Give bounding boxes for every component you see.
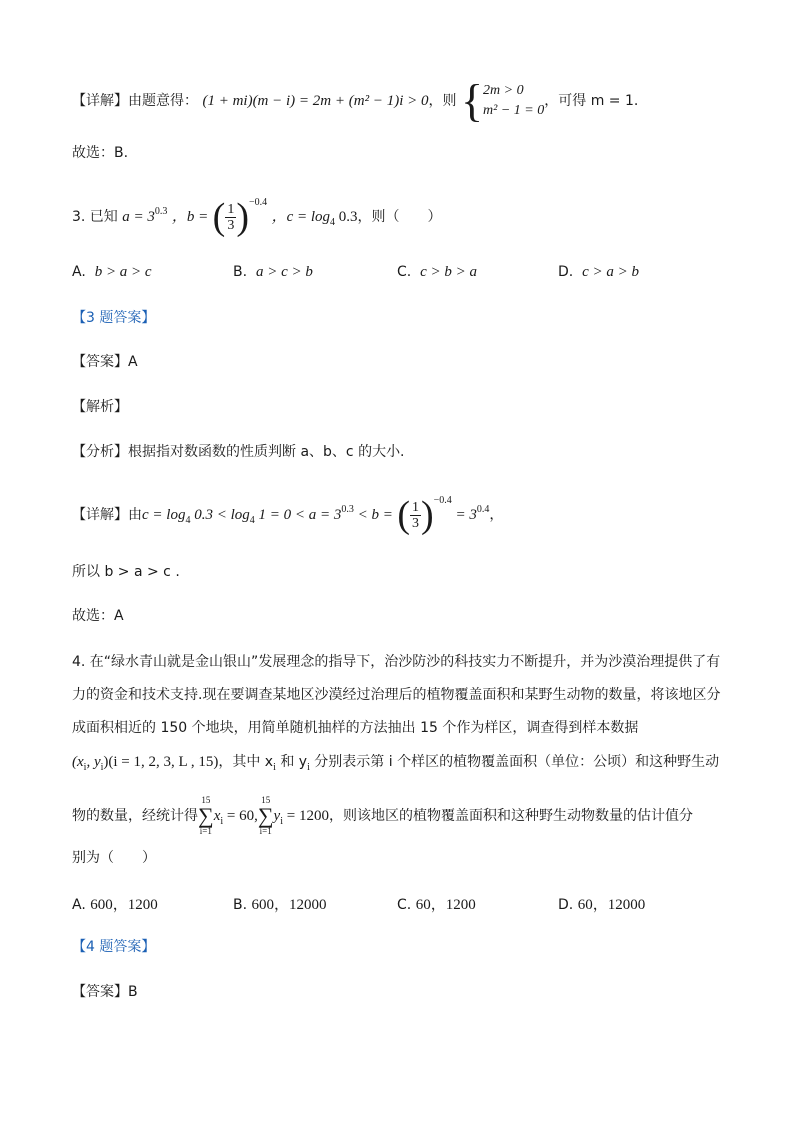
q3-fenxi-line [72,442,405,462]
left-paren: ( [212,196,226,238]
option-label: D. [558,897,574,913]
line4-rest: ，其中 x [218,754,274,770]
detail-conclusion: ，可得 m = 1. [544,93,639,109]
option-label: B. [233,264,248,280]
option-label: A. [72,264,86,280]
q3-a-exp: 0.3 [154,206,168,217]
sum-symbol-2: 15 ∑ i=1 [257,795,274,836]
detail-text: 由题意得： [128,93,198,109]
detail-then: ，则 [428,93,457,109]
detail-mid-2: 1 = 0 < a = 3 [254,507,342,523]
q3-option-b [233,264,313,281]
q4-answer-header: 【4 题答案】 [72,939,156,955]
q3-a-def: a = 3 [122,209,155,225]
detail-mid-3: < b = [353,507,393,523]
line4-rest-3: 分别表示第 i 个样区的植物覆盖面积（单位：公顷）和这种野生动 [309,754,720,770]
frac-den: 3 [227,217,235,233]
q3-c-val: 0.3 [335,209,358,225]
q4-line-1: 4. 在“绿水青山就是金山银山”发展理念的指导下，治沙防沙的科技实力不断提升，并为沙漠治理提供了有 [72,654,721,670]
detail-line-q2 [72,75,639,126]
q3-b-def: ，b = [171,209,209,225]
fenxi-text: 根据指对数函数的性质判断 a、b、c 的大小. [128,444,405,460]
q3-answer-header: 【3 题答案】 [72,310,156,326]
q3-option-d [558,264,639,281]
option-label: C. [397,897,412,913]
sum2-val: = 1200 [283,808,329,824]
option-label: A. [72,897,86,913]
right-paren: ) [420,494,434,536]
sum-bot: i=1 [199,826,212,836]
detail-tag: 【详解】 [72,507,128,523]
q3-analysis-header: 【解析】 [72,399,128,415]
q3-c-base: 4 [330,217,336,228]
frac-num: 1 [411,499,419,515]
sum1-val: = 60, [223,808,258,824]
detail-mid-4: = 3 [451,507,477,523]
option-label: C. [397,264,412,280]
q3-detail-line [72,496,503,534]
pair-end: )(i = 1, 2, 3, L , 15) [103,754,219,770]
line5-post: ，则该地区的植物覆盖面积和这种野生动物数量的估计值分 [328,808,693,824]
sum-top: 15 [201,795,211,805]
option-text: c > a > b [582,264,640,280]
q3-choose-line: 故选：A [72,608,124,624]
pair-mid: , y [86,754,101,770]
yi-sub: i [307,762,310,773]
detail-exp-3: 0.4 [476,504,490,515]
left-paren: ( [397,494,410,536]
sum2-expr: y [273,808,281,824]
sum-symbol-1: 15 ∑ i=1 [198,795,214,836]
option-text: c > b > a [420,264,478,280]
q4-option-c [397,893,476,914]
answer-tag: 【答案】 [72,984,128,1000]
detail-prefix: 由 [128,507,142,523]
option-text: 60，1200 [415,897,476,913]
q4-line-2: 力的资金和技术支持.现在要调查某地区沙漠经过治理后的植物覆盖面积和某野生动物的数量，将该地区分 [72,687,721,703]
pair-open: (x [72,754,84,770]
detail-equation: (1 + mi)(m − i) = 2m + (m² − 1)i > 0 [202,93,429,109]
q4-line-3: 成面积相近的 150 个地块，用简单随机抽样的方法抽出 15 个作为样区，调查得到样本数据 [72,720,639,736]
option-text: 600，12000 [251,897,327,913]
system-brace: { [460,75,484,126]
detail-base-2: 4 [249,515,255,526]
frac-num: 1 [227,201,235,217]
q3-prefix: 3. 已知 [72,209,118,225]
q3-suffix: ，则（ ） [357,209,442,225]
q4-option-b [233,893,327,914]
detail-end: ， [489,507,504,523]
q4-line-4 [72,752,719,774]
q4-option-d [558,893,645,914]
option-text: b > a > c [94,264,152,280]
line4-rest-2: 和 y [275,754,308,770]
q3-b-exp: −0.4 [248,197,268,208]
q3-so-line: 所以 b > a > c . [72,564,180,580]
q4-answer-line [72,982,138,1002]
detail-expr: c = log [142,507,186,523]
sum2-sub: i [280,816,283,827]
equation-system [483,81,544,121]
q3-option-a [72,264,152,281]
fraction-one-third [410,500,421,531]
answer-value: B [128,984,138,1000]
detail-mid-1: 0.3 < log [190,507,250,523]
option-text: 600，1200 [90,897,158,913]
q4-option-a [72,893,158,914]
frac-den: 3 [411,515,419,531]
fraction-one-third [225,202,236,233]
choose-line-q2: 故选：B. [72,145,129,161]
xi-sub: i [273,762,276,773]
fenxi-tag: 【分析】 [72,444,128,460]
pair-sub-2: i [100,762,104,773]
answer-value: A [128,354,138,370]
q4-line-6: 别为（ ） [72,850,156,866]
detail-exp-1: 0.3 [341,504,354,515]
sum-top: 15 [261,795,271,805]
system-line-1: 2m > 0 [483,83,524,98]
sum-bot: i=1 [259,826,272,836]
sum1-sub: i [220,816,224,827]
option-label: B. [233,897,248,913]
system-line-2: m² − 1 = 0 [483,103,545,118]
pair-sub-1: i [83,762,87,773]
right-paren: ) [236,196,249,238]
q4-line-5 [72,795,693,837]
line5-pre: 物的数量，经统计得 [72,808,198,824]
detail-exp-2: −0.4 [433,495,452,506]
option-text: a > c > b [255,264,313,280]
q3-answer-line [72,352,138,372]
answer-tag: 【答案】 [72,354,128,370]
q3-stem [72,198,442,236]
option-text: 60，12000 [577,897,646,913]
option-label: D. [558,264,574,280]
sum1-expr: x [213,808,221,824]
q3-option-c [397,264,477,281]
q3-c-def: ，c = log [271,209,331,225]
detail-base-1: 4 [185,515,191,526]
detail-tag: 【详解】 [72,93,128,109]
